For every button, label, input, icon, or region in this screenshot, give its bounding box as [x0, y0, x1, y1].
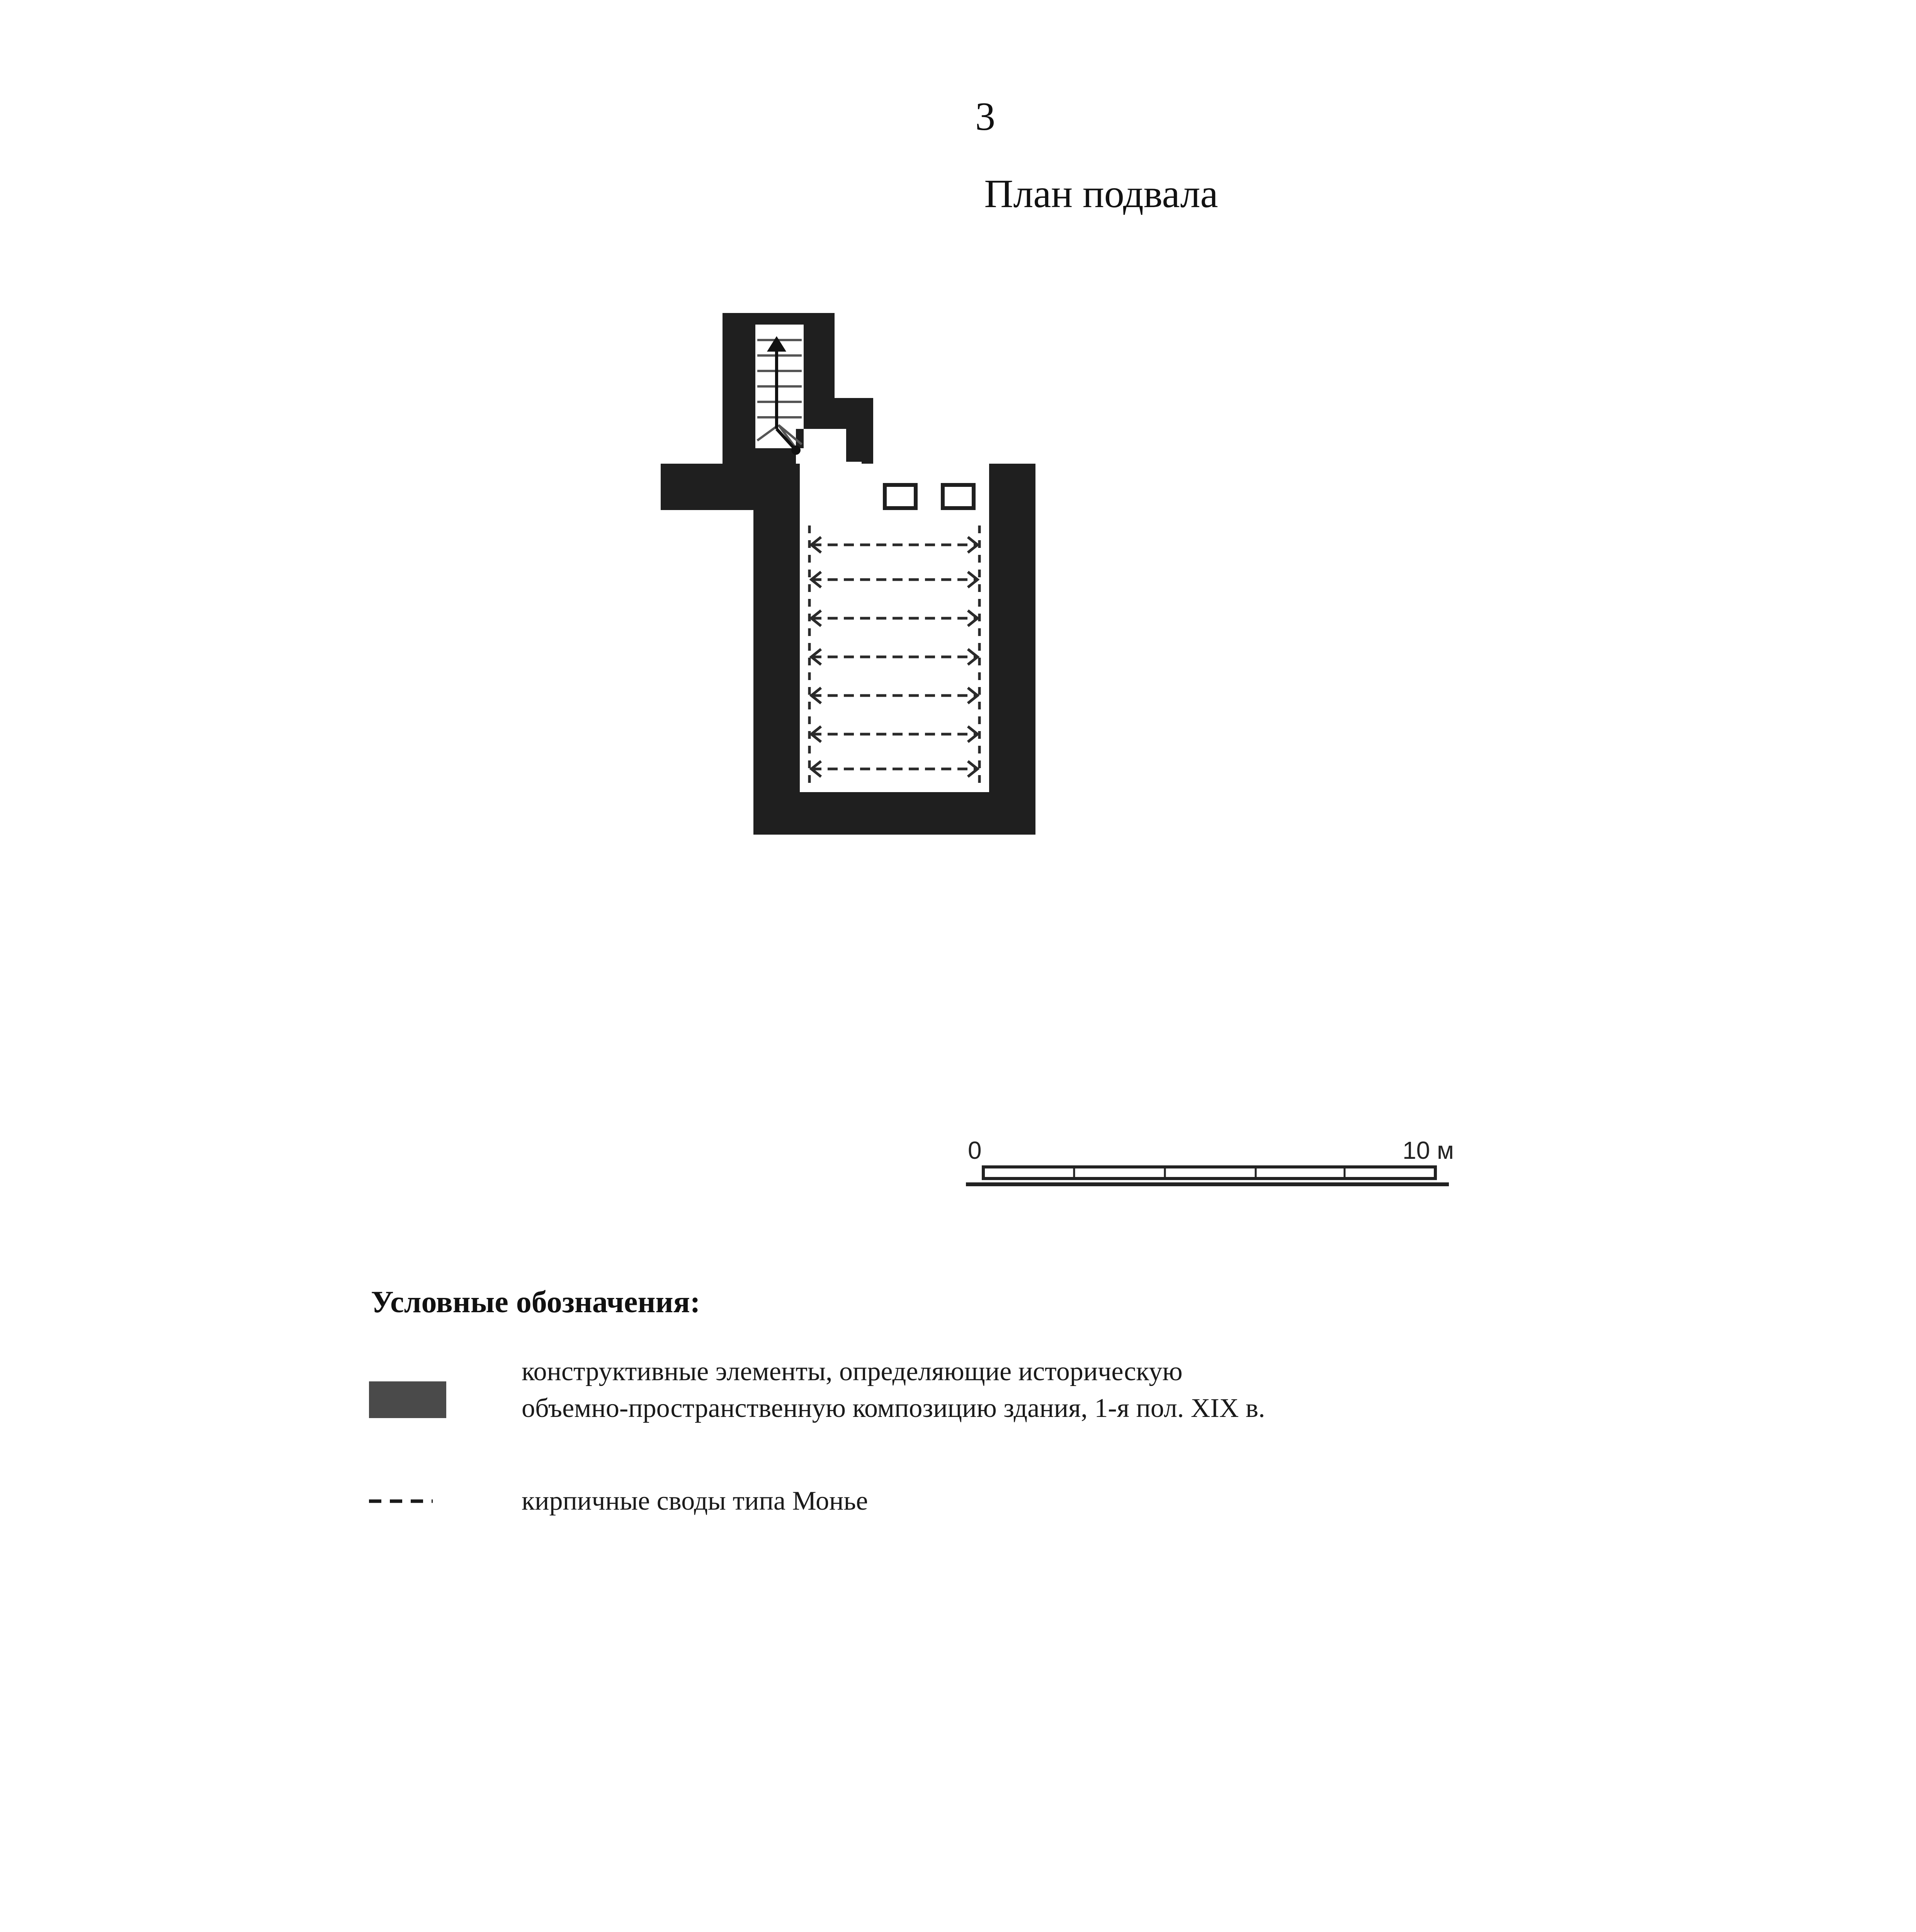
page-title: План подвала: [984, 172, 1218, 216]
legend-item-structural-line-2: объемно-пространственную композицию здания, 1-я пол. XIX в.: [522, 1393, 1265, 1423]
page-number: 3: [975, 94, 995, 139]
legend-item-vault-label: кирпичные своды типа Монье: [522, 1486, 868, 1516]
stair-arrow-head: [767, 336, 786, 352]
doorway: [804, 462, 862, 508]
scale-end-label: 10 м: [1403, 1136, 1454, 1164]
vault-arrows: [809, 526, 979, 784]
legend-item-structural-line-1: конструктивные элементы, определяющие историческую: [522, 1357, 1183, 1386]
stair-end-dot: [791, 446, 801, 455]
wall-stub: [885, 485, 916, 508]
legend-swatch-structural: [369, 1381, 446, 1418]
scale-start-label: 0: [968, 1136, 982, 1164]
wall-stub: [943, 485, 974, 508]
scale-bar: [966, 1167, 1449, 1184]
legend-heading: Условные обозначения:: [371, 1285, 700, 1319]
